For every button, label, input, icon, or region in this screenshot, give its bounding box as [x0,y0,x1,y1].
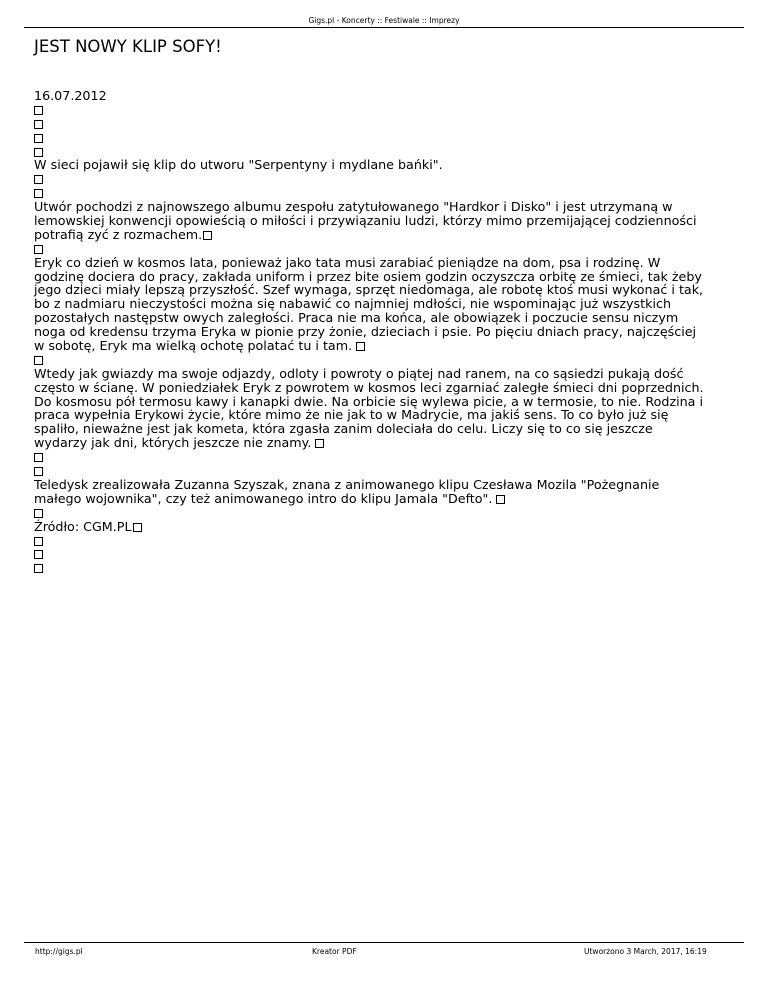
paragraph-line: spaliło, nieważne jest jak kometa, która zgasła zanim doleciała do celu. Liczy się to co się jeszcze [34,421,653,437]
paragraph-line: lemowskiej konwencji opowieścią o miłości i przywiązaniu ludzi, którzy mimo przemijającej codzienności [34,213,697,229]
missing-glyph-icon [34,356,43,365]
missing-glyph-icon [34,453,43,462]
page-header: Gigs.pl - Koncerty :: Festiwale :: Imprezy [308,16,460,25]
paragraph-line: jego dzieci miały lepszą przyszłość. Szef wymaga, sprzęt niedomaga, ale robotę ktoś musi wykonać i tak, [34,282,704,298]
missing-glyph-icon [203,231,212,240]
missing-glyph-icon [356,342,365,351]
paragraph-line: Utwór pochodzi z najnowszego albumu zespołu zatytułowanego "Hardkor i Disko" i jest utrzymaną w [34,199,673,215]
missing-glyph-icon [34,189,43,198]
paragraph-line: Teledysk zrealizowała Zuzanna Szyszak, znana z animowanego klipu Czesława Mozila "Pożegnanie [34,476,660,492]
paragraph-line: w sobotę, Eryk ma wielką ochotę polatać tu i tam. [34,338,353,354]
missing-glyph-icon [34,120,43,129]
paragraph-line: Eryk co dzień w kosmos lata, ponieważ jako tata musi zarabiać pieniądze na dom, psa i rodzinę. W [34,254,661,270]
paragraph-line: praca wypełnia Erykowi życie, które mimo że nie jak to w Madrycie, ma jakiś sens. To co było już się [34,407,669,423]
missing-glyph-icon [34,537,43,546]
footer-created: Utworzono 3 March, 2017, 16:19 [584,947,707,956]
paragraph-line: bo z nadmiaru nieczystości można się nabawić co najmniej mdłości, nie wspominając już wszystkich [34,296,671,312]
missing-glyph-icon [34,564,43,573]
paragraph-line: często w ścianę. W poniedziałek Eryk z powrotem w kosmos leci zgarniać zaległe śmieci dni poprzednich. [34,379,704,395]
footer-generator: Kreator PDF [312,947,357,956]
missing-glyph-icon [34,175,43,184]
header-divider [24,27,744,28]
article-date: 16.07.2012 [34,88,107,103]
missing-glyph-icon [34,134,43,143]
paragraph-line: W sieci pojawił się klip do utworu "Serpentyny i mydlane bańki". [34,157,443,173]
paragraph-line: Wtedy jak gwiazdy ma swoje odjazdy, odloty i powroty o piątej nad ranem, na co sąsiedzi pukają dość [34,365,684,381]
missing-glyph-icon [34,550,43,559]
paragraph-line: godzinę dociera do pracy, zakłada uniform i przez bite osiem godzin oczyszcza orbitę ze śmieci, tak żeby [34,268,702,284]
paragraph-line: małego wojownika", czy też animowanego intro do klipu Jamala "Defto". [34,490,493,506]
footer-divider [24,942,744,943]
paragraph-line: potrafią zyć z rozmachem. [34,226,203,242]
paragraph-line: noga od kredensu trzyma Eryka w pionie przy żonie, dzieciach i psie. Po pięciu dniach pracy, najczęściej [34,324,697,340]
paragraph-line: pozostałych następstw owych zaległości. Praca nie ma końca, ale obowiązek i poczucie sensu niczym [34,310,679,326]
footer-url: http://gigs.pl [35,947,83,956]
paragraph-line: wydarzy jak dni, których jeszcze nie znamy. [34,435,312,451]
missing-glyph-icon [34,148,43,157]
missing-glyph-icon [34,245,43,254]
missing-glyph-icon [496,495,505,504]
missing-glyph-icon [34,106,43,115]
missing-glyph-icon [34,467,43,476]
paragraph-line: Do kosmosu pół termosu kawy i kanapki dwie. Na orbicie się wylewa picie, a w termosie, to nie. Rodzina i [34,393,704,409]
missing-glyph-icon [34,509,43,518]
source-line: Źródło: CGM.PL [34,518,132,534]
article-body [34,89,734,575]
article-title: JEST NOWY KLIP SOFY! [34,37,222,56]
missing-glyph-icon [315,439,324,448]
missing-glyph-icon [133,523,142,532]
